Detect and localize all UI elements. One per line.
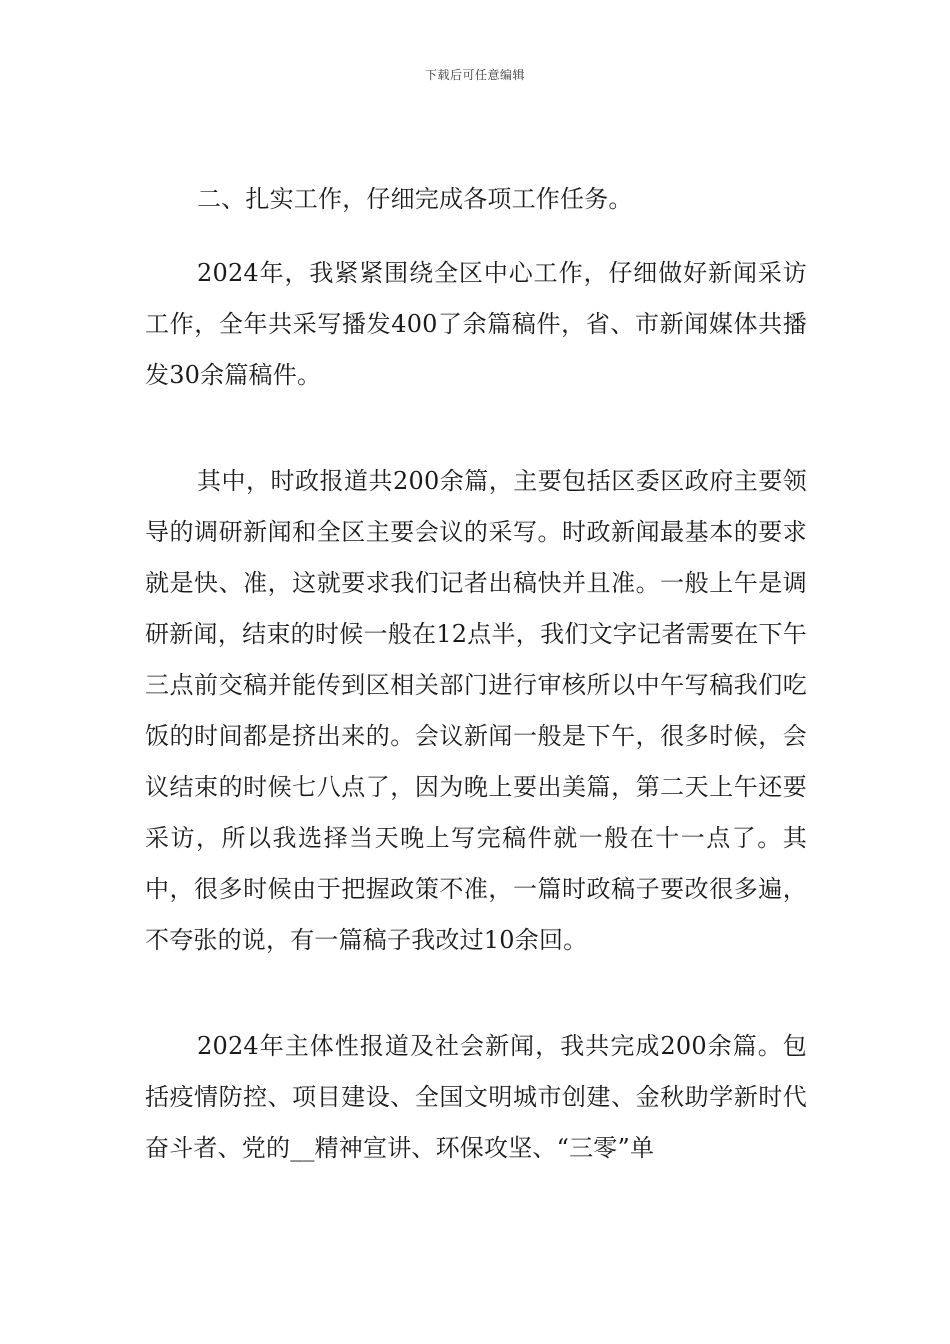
paragraph-political-news: 其中，时政报道共200余篇，主要包括区委区政府主要领导的调研新闻和全区主要会议的采写。时政新闻最基本的要求就是快、准，这就要求我们记者出稿快并且准。一般上午是调研新闻，结束的时候一般在12点半，我们文字记者需要在下午三点前交稿并能传到区相关部门进行审核所以中午写稿我们吃饭的时间都是挤出来的。会议新闻一般是下午，很多时候，会议结束的时候七八点了，因为晚上要出美篇，第二天上午还要采访，所以我选择当天晚上写完稿件就一般在十一点了。其中，很多时候由于把握政策不准，一篇时政稿子要改很多遍，不夸张的说，有一篇稿子我改过10余回。: [145, 467, 807, 954]
paragraph-annual-summary: 2024年，我紧紧围绕全区中心工作，仔细做好新闻采访工作，全年共采写播发400了余篇稿件，省、市新闻媒体共播发30余篇稿件。: [145, 259, 807, 389]
section-heading: 二、扎实工作，仔细完成各项工作任务。: [197, 185, 633, 213]
paragraph-social-news: 2024年主体性报道及社会新闻，我共完成200余篇。包括疫情防控、项目建设、全国文明城市创建、金秋助学新时代奋斗者、党的__精神宣讲、环保攻坚、“三零”单: [145, 1032, 807, 1162]
page-header-note: 下载后可任意编辑: [424, 68, 525, 82]
document-body: [145, 174, 807, 1174]
